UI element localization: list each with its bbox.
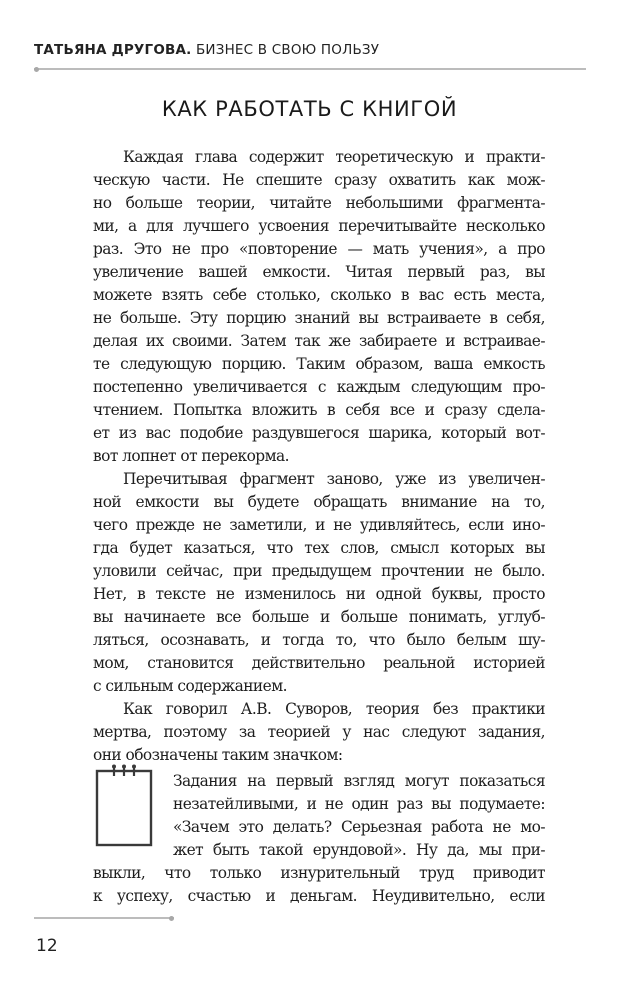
text-line: не больше. Эту порцию знаний вы встраиваете в себя, (93, 309, 545, 327)
text-line: увеличение вашей емкости. Читая первый раз, вы (93, 263, 545, 281)
text-line: ной емкости вы будете обращать внимание на то, (93, 493, 545, 511)
text-line: незатейливыми, и не один раз вы подумаете: (173, 795, 545, 813)
text-line: Каждая глава содержит теоретическую и практи- (123, 148, 545, 166)
text-line: Задания на первый взгляд могут показаться (173, 772, 545, 790)
running-head (34, 42, 379, 58)
section-title: КАК РАБОТАТЬ С КНИГОЙ (161, 97, 458, 121)
notepad-icon (94, 763, 156, 849)
text-line: к успеху, счастью и деньгам. Неудивительно, если (93, 887, 545, 905)
text-line: те следующую порцию. Таким образом, ваша емкость (93, 355, 545, 373)
text-line: Перечитывая фрагмент заново, уже из увеличен- (123, 470, 545, 488)
text-line: выкли, что только изнурительный труд приводит (93, 864, 545, 882)
text-line: можете взять себе столько, сколько в вас есть места, (93, 286, 545, 304)
header-rule (34, 68, 586, 70)
text-line: раз. Это не про «повторение — мать учения», а про (93, 240, 545, 258)
text-line: Нет, в тексте не изменилось ни одной буквы, просто (93, 585, 545, 603)
footer-rule (34, 917, 174, 919)
text-line: чего прежде не заметили, и не удивляйтесь, если ино- (93, 516, 545, 534)
text-line: уловили сейчас, при предыдущем прочтении не было. (93, 562, 545, 580)
text-line: мертва, поэтому за теорией у нас следуют задания, (93, 723, 545, 741)
text-line: с сильным содержанием. (93, 677, 287, 695)
text-line: вы начинаете все больше и больше понимать, углуб- (93, 608, 545, 626)
text-line: гда будет казаться, что тех слов, смысл которых вы (93, 539, 545, 557)
text-line: ляться, осознавать, и тогда то, что было белым шу- (93, 631, 545, 649)
running-head-author: ТАТЬЯНА ДРУГОВА. (34, 42, 192, 58)
text-line: жет быть такой ерундовой». Ну да, мы при- (173, 841, 545, 859)
text-line: чтением. Попытка вложить в себя все и сразу сдела- (93, 401, 545, 419)
running-head-book-title: БИЗНЕС В СВОЮ ПОЛЬЗУ (195, 42, 380, 58)
text-line: ми, а для лучшего усвоения перечитывайте несколько (93, 217, 545, 235)
text-line: они обозначены таким значком: (93, 746, 343, 764)
text-line: вот лопнет от перекорма. (93, 447, 289, 465)
text-line: делая их своими. Затем так же забираете и встраивае- (93, 332, 545, 350)
text-line: ческую части. Не спешите сразу охватить как мож- (93, 171, 545, 189)
text-line: но больше теории, читайте небольшими фрагмента- (93, 194, 545, 212)
text-line: Как говорил А.В. Суворов, теория без практики (123, 700, 545, 718)
page-number: 12 (36, 936, 58, 956)
text-line: ет из вас подобие раздувшегося шарика, который вот- (93, 424, 545, 442)
text-line: «Зачем это делать? Серьезная работа не мо- (173, 818, 545, 836)
text-line: постепенно увеличивается с каждым следующим про- (93, 378, 545, 396)
text-line: мом, становится действительно реальной историей (93, 654, 545, 672)
